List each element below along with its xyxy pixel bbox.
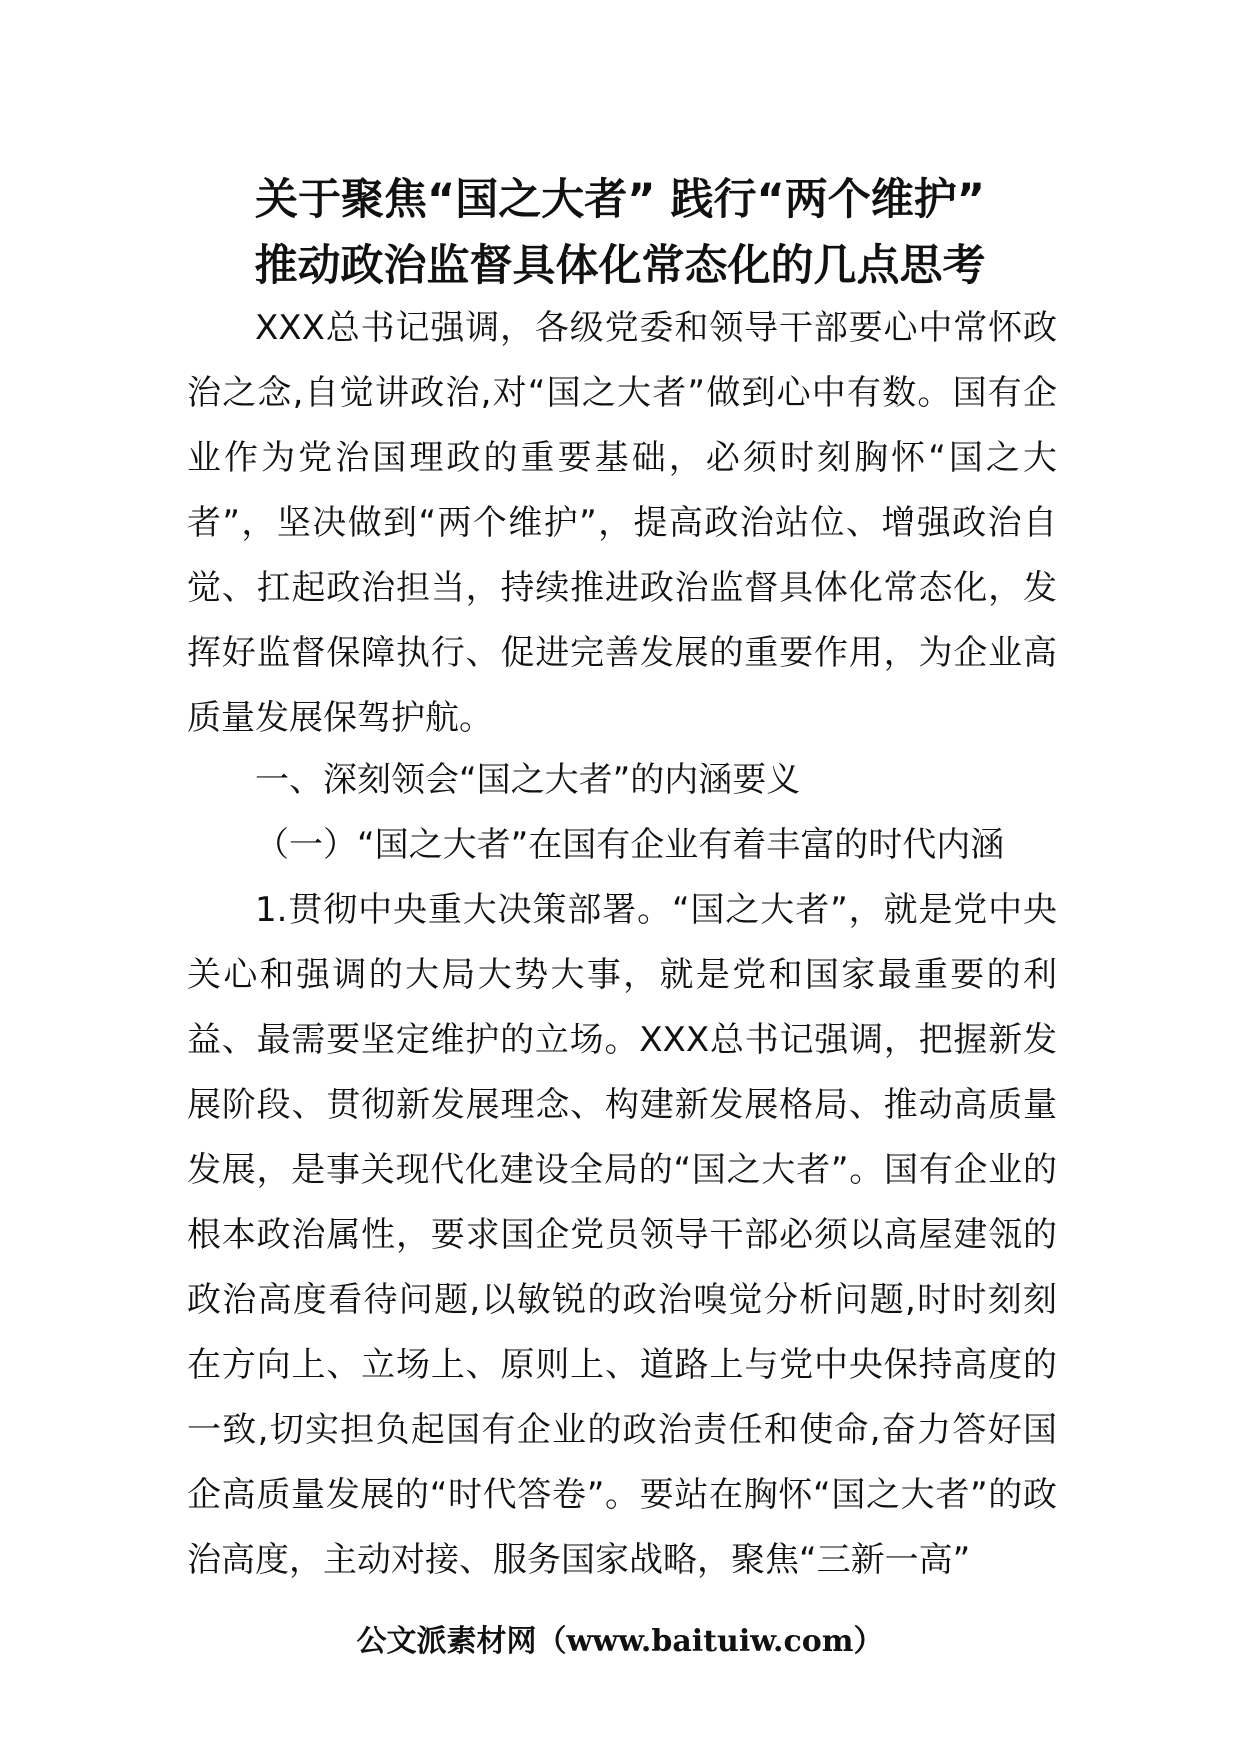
section-heading: 一、深刻领会“国之大者”的内涵要义 <box>255 760 801 800</box>
subsection-heading: （一）“国之大者”在国有企业有着丰富的时代内涵 <box>255 825 1005 865</box>
document-title-line-1: 关于聚焦“国之大者” 践行“两个维护” <box>254 175 985 225</box>
intro-paragraph: XXX总书记强调，各级党委和领导干部要心中常怀政治之念,自觉讲政治,对“国之大者”做到心中有数。国有企业作为党治国理政的重要基础，必须时刻胸怀“国之大者”，坚决做到“两个维护”，提高政治站位、增强政治自觉、扛起政治担当，持续推进政治监督具体化常态化，发挥好监督保障执行、促进完善发展的重要作用，为企业高质量发展保驾护航。 <box>187 308 1057 738</box>
footer-source: 公文派素材网（www.baituiw.com） <box>356 1624 884 1659</box>
document-title-line-2: 推动政治监督具体化常态化的几点思考 <box>254 241 986 291</box>
point-paragraph: 1.贯彻中央重大决策部署。“国之大者”，就是党中央关心和强调的大局大势大事，就是党和国家最重要的利益、最需要坚定维护的立场。XXX总书记强调，把握新发展阶段、贯彻新发展理念、构建新发展格局、推动高质量发展，是事关现代化建设全局的“国之大者”。国有企业的根本政治属性，要求国企党员领导干部必须以高屋建瓴的政治高度看待问题,以敏锐的政治嗅觉分析问题,时时刻刻在方向上、立场上、原则上、道路上与党中央保持高度的一致,切实担负起国有企业的政治责任和使命,奋力答好国企高质量发展的“时代答卷”。要站在胸怀“国之大者”的政治高度，主动对接、服务国家战略，聚焦“三新一高” <box>187 890 1057 1580</box>
